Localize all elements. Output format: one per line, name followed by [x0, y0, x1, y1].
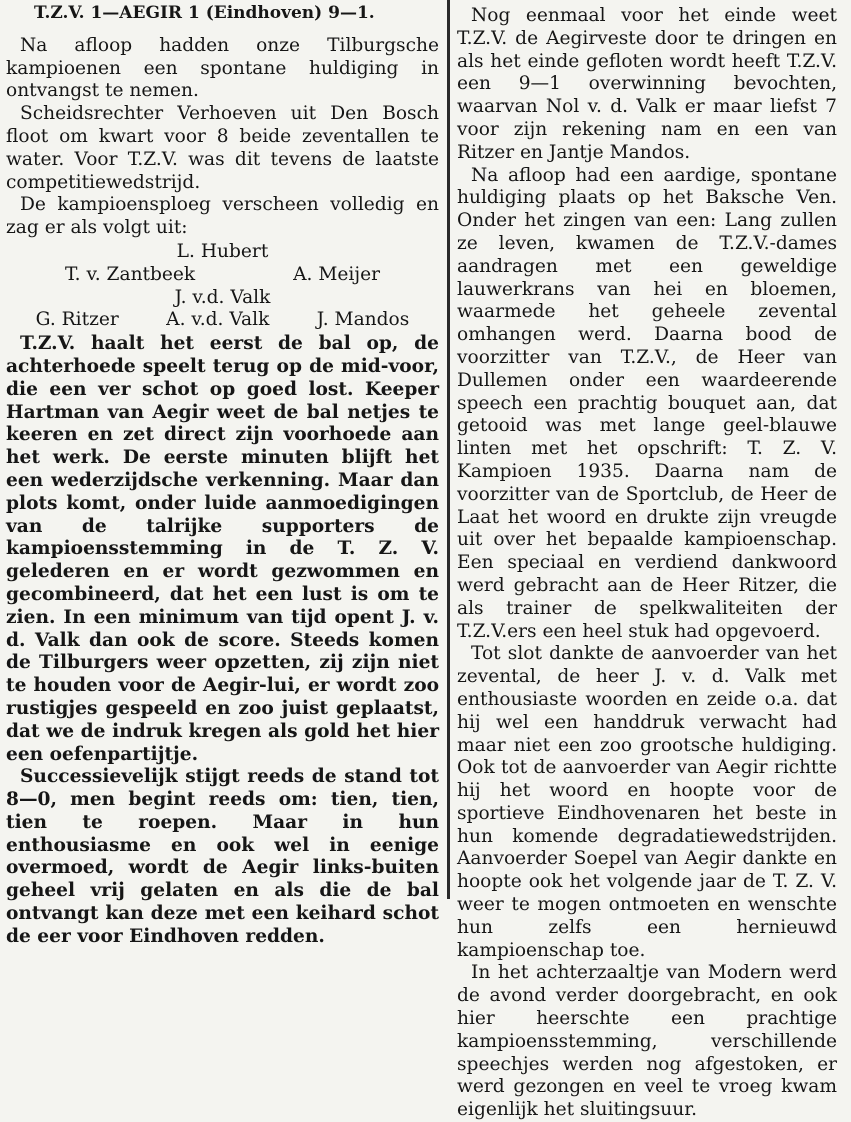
player-back-right: A. Meijer — [293, 263, 381, 285]
paragraph-evening: In het achterzaaltje van Modern werd de avond verder doorgebracht, en ook hier heerschte een prachtige kampioensstemming, verschillende speechjes werden nog afgestoken, er werd gezongen en veel te vroeg kwam eigenlijk het sluitingsuur. — [457, 962, 837, 1121]
paragraph-lineup-intro: De kampioensploeg verscheen volledig en zag er als volgt uit: — [6, 194, 439, 239]
paragraph-captain-speech: Tot slot dankte de aanvoerder van het zevental, de heer J. v. d. Valk met enthousiaste woorden en zeide o.a. dat hij wel een handdruk verwacht had maar niet een zoo grootsche huldiging. Ook tot de aanvoerder van Aegir richtte hij het woord en hoopte voor de sportieve Eindhovenaren het beste in hun komende degradatiewedstrijden. Aanvoerder Soepel van Aegir dankte en hoopte ook het volgende jaar de T. Z. V. weer te mogen ontmoeten en wenschte hun zelfs een hernieuwd kampioenschap toe. — [457, 643, 837, 961]
paragraph-score-progress: Successievelijk stijgt reeds de stand tot 8—0, men begint reeds om: tien, tien, tien te roepen. Maar in hun enthousiasme en ook wel in eenige overmoed, wordt de Aegir links-buiten geheel vrij gelaten en als die de bal ontvangt kan deze met een keihard schot de eer voor Eindhoven redden. — [6, 766, 439, 947]
player-goalkeeper: L. Hubert — [176, 240, 269, 262]
right-column — [451, 0, 851, 1121]
lineup-row-goalkeeper — [6, 241, 439, 264]
player-forward-left: G. Ritzer — [35, 309, 119, 331]
column-divider — [447, 0, 450, 899]
paragraph-match-report: T.Z.V. haalt het eerst de bal op, de achterhoede speelt terug op de mid-voor, die een ver schot op goed lost. Keeper Hartman van Aegir weet de bal netjes te keeren en zet direct zijn voorhoede aan het werk. De eerste minuten blijft het een wederzijdsche verkenning. Maar dan plots komt, onder luide aanmoedigingen van de talrijke supporters de kampioensstemming in de T. Z. V. gelederen en er wordt gezwommen en gecombineerd, dat het een lust is om te zien. In een minimum van tijd opent J. v. d. Valk dan ook de score. Steeds komen de Tilburgers weer opzetten, zij zijn niet te houden voor de Aegir-lui, er wordt zoo rustigjes gespeeld en zoo juist geplaatst, dat we de indruk kregen als gold het hier een oefenpartijtje. — [6, 333, 439, 765]
team-lineup — [6, 241, 439, 332]
left-column — [0, 0, 447, 947]
lineup-row-forwards — [6, 309, 439, 332]
paragraph-celebration: Na afloop had een aardige, spontane huldiging plaats op het Baksche Ven. Onder het zingen van een: Lang zullen ze leven, kwamen de T.Z.V.-dames aandragen met een geweldige lauwerkrans van hei en bloemen, waarmede het geheele zevental omhangen werd. Daarna bood de voorzitter van T.Z.V., de Heer van Dullemen onder een waardeerende speech een prachtig bouquet aan, dat getooid was met lange geel-blauwe linten met het opschrift: T. Z. V. Kampioen 1935. Daarna nam de voorzitter van de Sportclub, de Heer de Laat het woord en drukte zijn vreugde uit over het bepaalde kampioenschap. Een speciaal en verdiend dankwoord werd gebracht aan de Heer Ritzer, die als trainer de spelkwaliteiten der T.Z.V.ers een heel stuk had opgevoerd. — [457, 164, 837, 642]
paragraph-final-score: Nog eenmaal voor het einde weet T.Z.V. de Aegirveste door te dringen en als het einde gefloten wordt heeft T.Z.V. een 9—1 overwinning bevochten, waarvan Nol v. d. Valk er maar liefst 7 voor zijn rekening nam en een van Ritzer en Jantje Mandos. — [457, 5, 837, 163]
player-half: J. v.d. Valk — [174, 286, 271, 308]
player-back-left: T. v. Zantbeek — [64, 263, 196, 285]
headline: T.Z.V. 1—AEGIR 1 (Eindhoven) 9—1. — [34, 3, 375, 23]
paragraph-intro: Na afloop hadden onze Tilburgsche kampioenen een spontane huldiging in ontvangst te nemen. — [6, 34, 439, 102]
paragraph-referee: Scheidsrechter Verhoeven uit Den Bosch floot om kwart voor 8 beide zeventallen te water. Voor T.Z.V. was dit tevens de laatste competitiewedstrijd. — [6, 103, 439, 193]
lineup-row-backs — [6, 264, 439, 287]
lineup-row-half — [6, 287, 439, 310]
player-forward-center: A. v.d. Valk — [166, 309, 270, 331]
player-forward-right: J. Mandos — [316, 309, 410, 331]
